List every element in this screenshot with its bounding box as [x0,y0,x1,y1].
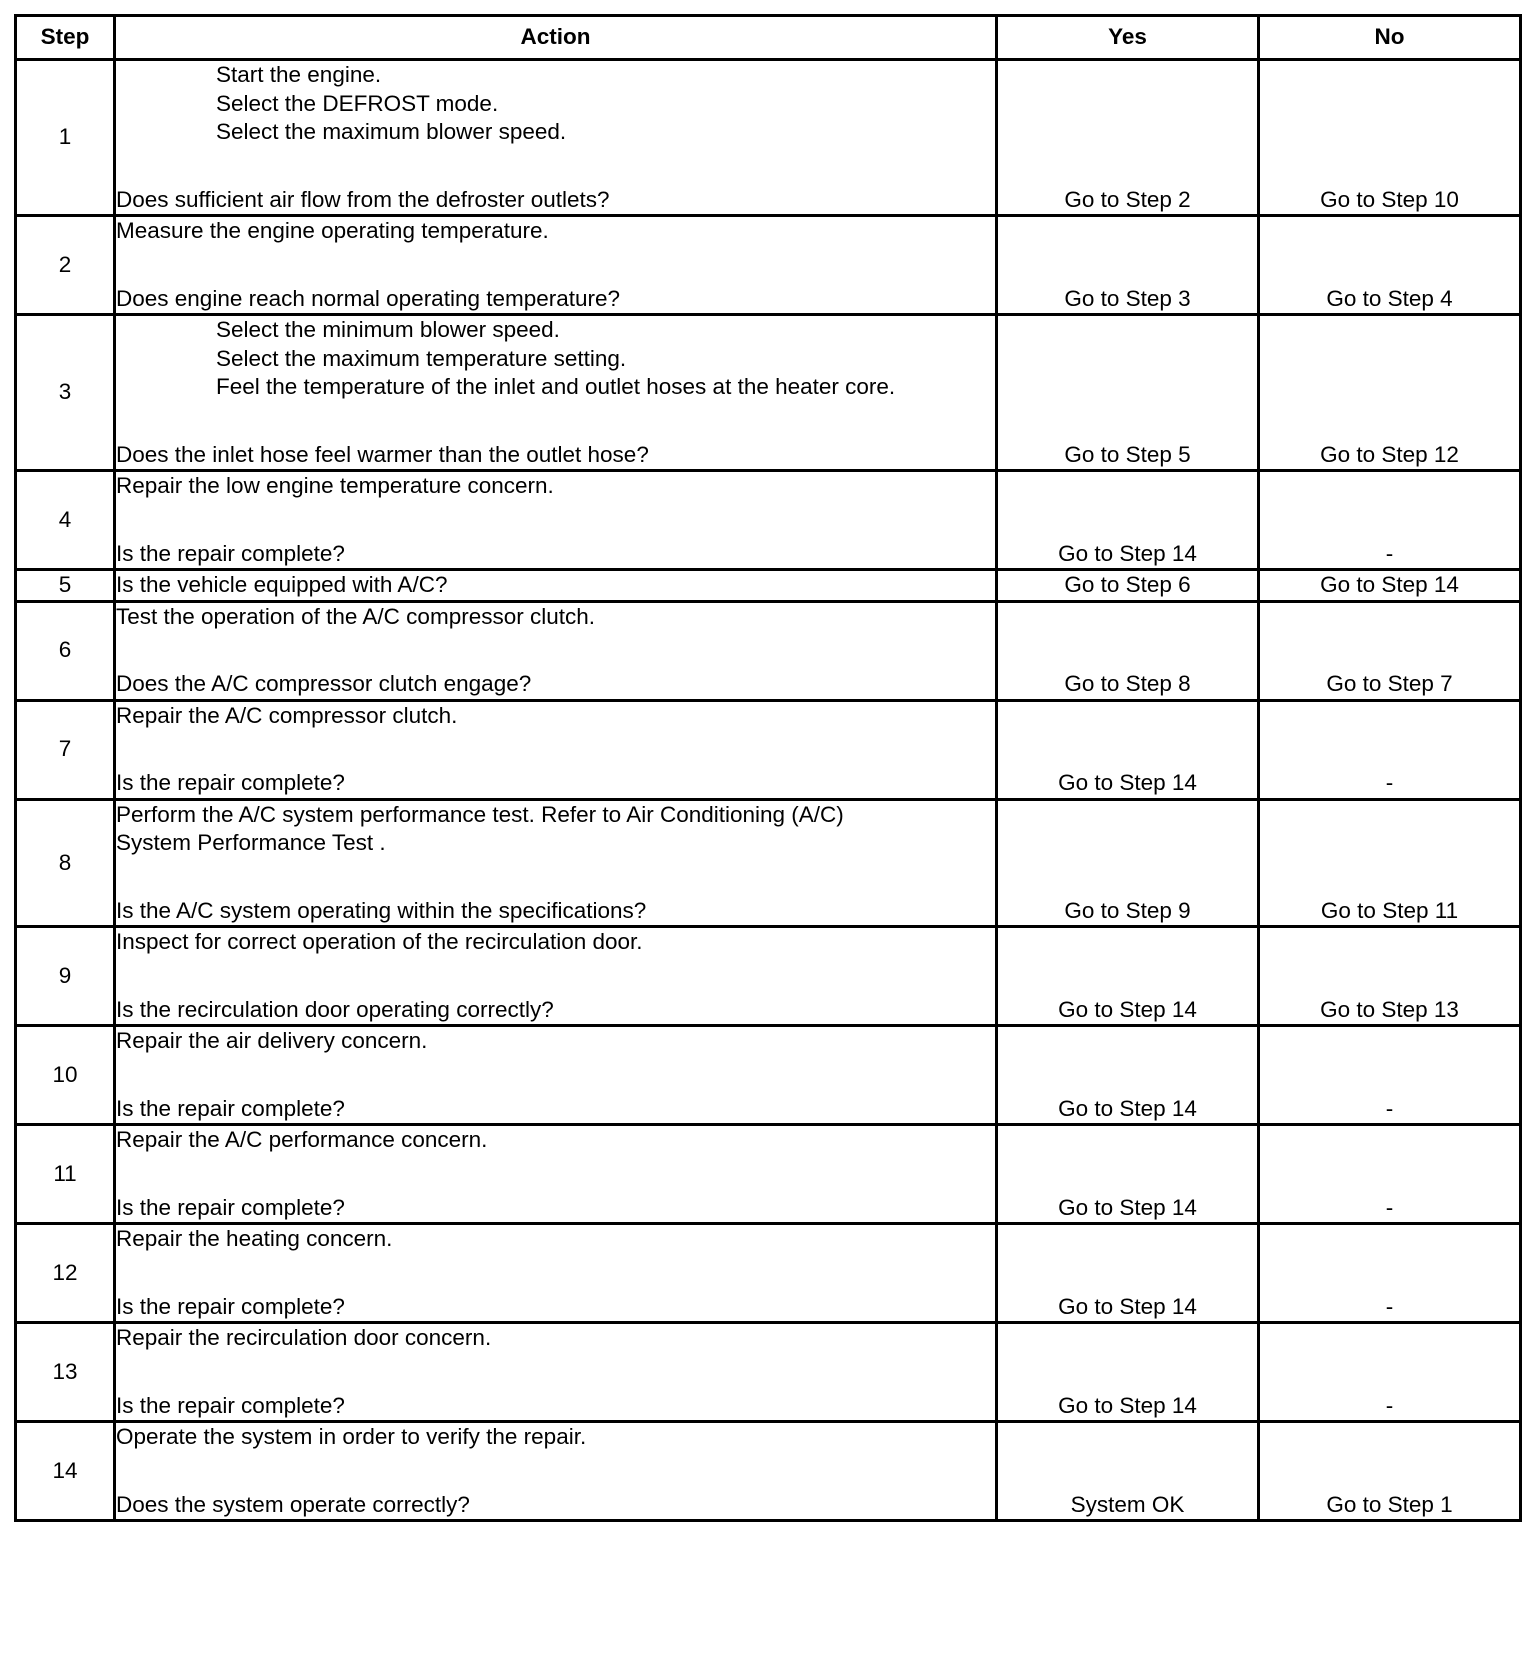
diagnostic-table [14,14,1522,1522]
yes-result: Go to Step 14 [997,471,1259,570]
step-number: 9 [16,927,115,1026]
question-line: Is the A/C system operating within the specifications? [116,897,647,923]
action-spacer [116,1056,995,1095]
table-row [16,601,1521,700]
no-result: - [1259,1224,1521,1323]
question-line: Is the repair complete? [116,1095,345,1121]
step-number: 13 [16,1323,115,1422]
no-result: Go to Step 10 [1259,60,1521,216]
yes-result: Go to Step 14 [997,927,1259,1026]
instruction-line: Select the maximum temperature setting. [216,345,627,371]
instruction-line: Operate the system in order to verify the repair. [116,1424,587,1449]
table-row [16,1422,1521,1521]
question-line: Does the inlet hose feel warmer than the outlet hose? [116,441,649,467]
action-cell [115,799,997,927]
table-body [16,60,1521,1521]
yes-result: Go to Step 14 [997,1224,1259,1323]
table-row [16,700,1521,799]
yes-result: Go to Step 5 [997,315,1259,471]
question-line: Is the recirculation door operating correctly? [116,996,554,1022]
instruction-line: Start the engine. [216,62,382,87]
table-row [16,216,1521,315]
question-line: Is the repair complete? [116,540,345,566]
question-line: Does engine reach normal operating temperature? [116,285,621,311]
instruction-line: Select the maximum blower speed. [216,119,567,144]
instruction-line: Repair the A/C performance concern. [116,1127,488,1152]
header-no: No [1259,16,1521,60]
header-step: Step [16,16,115,60]
action-cell [115,1422,997,1521]
instruction-line: Repair the A/C compressor clutch. [116,702,458,728]
action-cell [115,315,997,471]
step-number: 8 [16,799,115,927]
no-result: Go to Step 7 [1259,601,1521,700]
action-cell [115,1224,997,1323]
yes-result: Go to Step 3 [997,216,1259,315]
no-result: - [1259,1125,1521,1224]
yes-result: Go to Step 14 [997,1125,1259,1224]
header-action: Action [115,16,997,60]
action-spacer [116,1452,995,1491]
instruction-line: Feel the temperature of the inlet and outlet hoses at the heater core. [216,374,896,399]
instruction-line: Repair the heating concern. [116,1226,393,1251]
question-line: Is the repair complete? [116,1293,345,1319]
yes-result: Go to Step 14 [997,1026,1259,1125]
instruction-line: System Performance Test . [116,830,386,855]
action-spacer [116,402,995,441]
no-result: - [1259,1026,1521,1125]
question-line: Is the repair complete? [116,1194,345,1220]
action-spacer [116,246,995,285]
instruction-line: Repair the low engine temperature concern. [116,473,554,498]
table-row [16,927,1521,1026]
question-line: Is the vehicle equipped with A/C? [116,572,448,597]
instruction-line: Select the minimum blower speed. [216,317,560,342]
instruction-line: Perform the A/C system performance test. Refer to Air Conditioning (A/C) [116,801,844,827]
step-number: 2 [16,216,115,315]
action-cell [115,927,997,1026]
question-line: Does the A/C compressor clutch engage? [116,671,532,696]
no-result: - [1259,1323,1521,1422]
no-result: Go to Step 12 [1259,315,1521,471]
question-line: Is the repair complete? [116,770,345,795]
question-line: Does the system operate correctly? [116,1491,470,1517]
action-spacer [116,1353,995,1392]
no-result: Go to Step 14 [1259,570,1521,602]
question-line: Does sufficient air flow from the defroster outlets? [116,186,610,212]
action-cell [115,700,997,799]
table-row [16,60,1521,216]
action-spacer [116,957,995,996]
no-result: Go to Step 13 [1259,927,1521,1026]
table-row [16,1125,1521,1224]
action-cell [115,471,997,570]
action-spacer [116,1155,995,1194]
action-spacer [116,730,995,769]
table-row [16,1224,1521,1323]
table-row [16,471,1521,570]
action-cell [115,60,997,216]
yes-result: Go to Step 8 [997,601,1259,700]
step-number: 10 [16,1026,115,1125]
yes-result: System OK [997,1422,1259,1521]
no-result: Go to Step 11 [1259,799,1521,927]
no-result: - [1259,471,1521,570]
action-cell [115,1323,997,1422]
instruction-line: Repair the air delivery concern. [116,1028,428,1053]
action-spacer [116,147,995,186]
step-number: 11 [16,1125,115,1224]
instruction-line: Measure the engine operating temperature. [116,218,549,243]
action-spacer [116,1254,995,1293]
instruction-line: Test the operation of the A/C compressor clutch. [116,603,595,629]
table-row [16,1323,1521,1422]
step-number: 4 [16,471,115,570]
header-row [16,16,1521,60]
yes-result: Go to Step 9 [997,799,1259,927]
action-spacer [116,858,995,897]
action-spacer [116,501,995,540]
step-number: 7 [16,700,115,799]
step-number: 5 [16,570,115,602]
no-result: Go to Step 1 [1259,1422,1521,1521]
yes-result: Go to Step 14 [997,1323,1259,1422]
question-line: Is the repair complete? [116,1392,345,1418]
no-result: Go to Step 4 [1259,216,1521,315]
step-number: 1 [16,60,115,216]
table-row [16,570,1521,602]
yes-result: Go to Step 6 [997,570,1259,602]
action-spacer [116,631,995,670]
action-cell [115,216,997,315]
step-number: 14 [16,1422,115,1521]
step-number: 12 [16,1224,115,1323]
instruction-line: Inspect for correct operation of the recirculation door. [116,929,643,954]
instruction-line: Select the DEFROST mode. [216,90,499,116]
step-number: 6 [16,601,115,700]
yes-result: Go to Step 14 [997,700,1259,799]
table-row [16,1026,1521,1125]
instruction-line: Repair the recirculation door concern. [116,1325,492,1350]
step-number: 3 [16,315,115,471]
action-cell [115,1125,997,1224]
header-yes: Yes [997,16,1259,60]
no-result: - [1259,700,1521,799]
table-row [16,315,1521,471]
action-cell [115,1026,997,1125]
yes-result: Go to Step 2 [997,60,1259,216]
action-cell [115,570,997,602]
action-cell [115,601,997,700]
table-row [16,799,1521,927]
